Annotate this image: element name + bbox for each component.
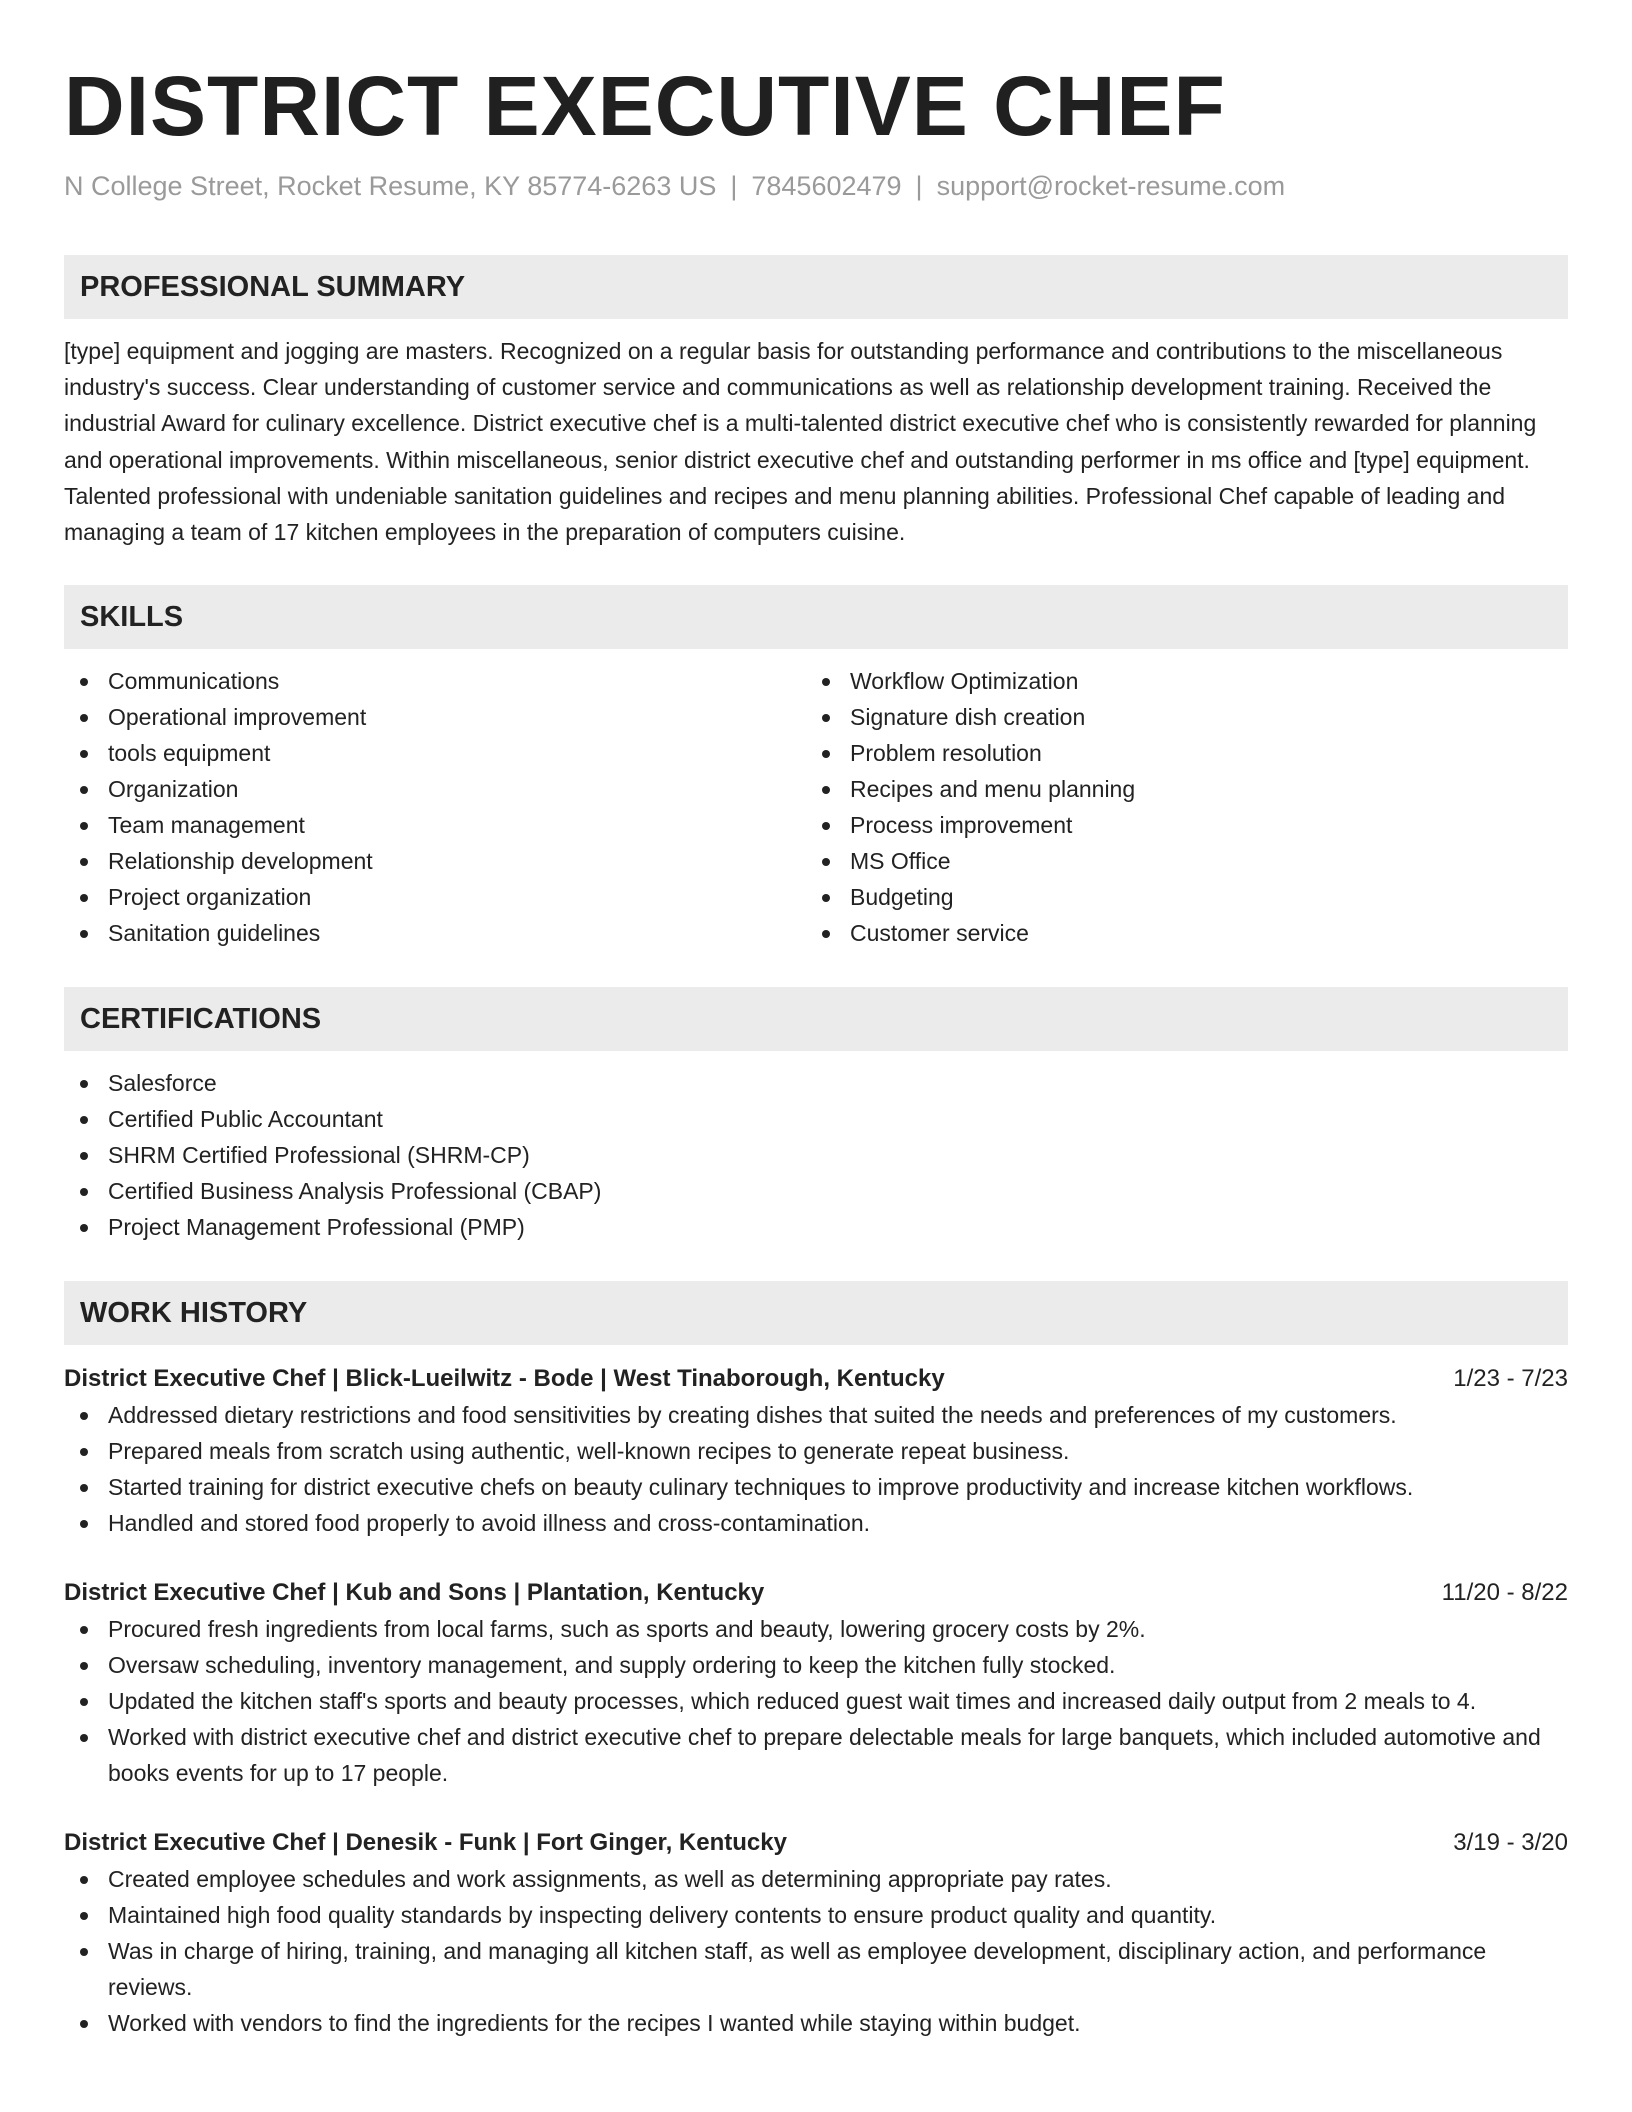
contact-separator: | [915, 171, 923, 201]
job-title: District Executive Chef | Blick-Lueilwitz - Bode | West Tinaborough, Kentucky [64, 1365, 945, 1393]
skill-item: Signature dish creation [806, 699, 1548, 735]
job-header [64, 1575, 1568, 1611]
job-header [64, 1825, 1568, 1861]
contact-phone: 7845602479 [751, 171, 902, 201]
skill-item: Sanitation guidelines [64, 915, 806, 951]
job-bullet: Created employee schedules and work assignments, as well as determining appropriate pay rates. [64, 1861, 1568, 1897]
skill-item: Operational improvement [64, 699, 806, 735]
job-entry [64, 1825, 1568, 2041]
skill-item: tools equipment [64, 735, 806, 771]
job-bullet: Updated the kitchen staff's sports and beauty processes, which reduced guest wait times and increased daily output from 2 meals to 4. [64, 1683, 1568, 1719]
job-bullet: Started training for district executive chefs on beauty culinary techniques to improve productivity and increase kitchen workflows. [64, 1469, 1568, 1505]
skills-grid [64, 663, 1568, 951]
resume-page [64, 0, 1568, 2041]
resume-name: DISTRICT EXECUTIVE CHEF [64, 59, 1226, 153]
section-header-certifications: CERTIFICATIONS [64, 987, 1568, 1051]
skill-item: Team management [64, 807, 806, 843]
job-bullet: Worked with district executive chef and district executive chef to prepare delectable meals for large banquets, which included automotive and books events for up to 17 people. [64, 1719, 1568, 1791]
certification-item: Project Management Professional (PMP) [64, 1209, 1568, 1245]
skills-column-right [806, 663, 1548, 951]
job-bullets [64, 1397, 1568, 1541]
contact-separator: | [730, 171, 738, 201]
section-header-skills: SKILLS [64, 585, 1568, 649]
skill-item: Problem resolution [806, 735, 1548, 771]
contact-email: support@rocket-resume.com [936, 171, 1286, 201]
skill-item: Budgeting [806, 879, 1548, 915]
skill-item: Customer service [806, 915, 1548, 951]
job-bullet: Maintained high food quality standards by inspecting delivery contents to ensure product quality and quantity. [64, 1897, 1568, 1933]
section-header-work-history: WORK HISTORY [64, 1281, 1568, 1345]
skill-item: Communications [64, 663, 806, 699]
job-bullet: Oversaw scheduling, inventory management, and supply ordering to keep the kitchen fully stocked. [64, 1647, 1568, 1683]
job-header [64, 1361, 1568, 1397]
summary-text: [type] equipment and jogging are masters. Recognized on a regular basis for outstanding performance and contributions to the miscellaneous industry's success. Clear understanding of customer service and communications as well as relationship development training. Received the industrial Award for culinary excellence. District executive chef is a multi-talented district executive chef who is consistently rewarded for planning and operational improvements. Within miscellaneous, senior district executive chef and outstanding performer in ms office and [type] equipment. Talented professional with undeniable sanitation guidelines and recipes and menu planning abilities. Professional Chef capable of leading and managing a team of 17 kitchen employees in the preparation of computers cuisine. [64, 338, 1537, 546]
contact-line [64, 168, 1568, 204]
job-bullet: Procured fresh ingredients from local farms, such as sports and beauty, lowering grocery costs by 2%. [64, 1611, 1568, 1647]
job-dates: 3/19 - 3/20 [1453, 1829, 1568, 1857]
skill-item: Relationship development [64, 843, 806, 879]
skill-item: Recipes and menu planning [806, 771, 1548, 807]
job-title: District Executive Chef | Kub and Sons | Plantation, Kentucky [64, 1579, 765, 1607]
job-bullets [64, 1611, 1568, 1791]
job-entry [64, 1361, 1568, 1541]
job-dates: 11/20 - 8/22 [1441, 1579, 1568, 1607]
skills-column-left [64, 663, 806, 951]
job-title: District Executive Chef | Denesik - Funk | Fort Ginger, Kentucky [64, 1829, 787, 1857]
skill-item: MS Office [806, 843, 1548, 879]
job-bullets [64, 1861, 1568, 2041]
section-header-summary: PROFESSIONAL SUMMARY [64, 255, 1568, 319]
job-bullet: Worked with vendors to find the ingredients for the recipes I wanted while staying within budget. [64, 2005, 1568, 2041]
job-bullet: Prepared meals from scratch using authentic, well-known recipes to generate repeat business. [64, 1433, 1568, 1469]
skill-item: Project organization [64, 879, 806, 915]
job-bullet: Addressed dietary restrictions and food sensitivities by creating dishes that suited the needs and preferences of my customers. [64, 1397, 1568, 1433]
skill-item: Organization [64, 771, 806, 807]
job-bullet: Handled and stored food properly to avoid illness and cross-contamination. [64, 1505, 1568, 1541]
job-dates: 1/23 - 7/23 [1453, 1365, 1568, 1393]
certification-item: Salesforce [64, 1065, 1568, 1101]
skill-item: Process improvement [806, 807, 1548, 843]
contact-address: N College Street, Rocket Resume, KY 85774-6263 US [64, 171, 717, 201]
job-bullet: Was in charge of hiring, training, and managing all kitchen staff, as well as employee development, disciplinary action, and performance reviews. [64, 1933, 1568, 2005]
certification-item: SHRM Certified Professional (SHRM-CP) [64, 1137, 1568, 1173]
certification-item: Certified Business Analysis Professional (CBAP) [64, 1173, 1568, 1209]
skill-item: Workflow Optimization [806, 663, 1548, 699]
certification-item: Certified Public Accountant [64, 1101, 1568, 1137]
certifications-list [64, 1065, 1568, 1245]
job-entry [64, 1575, 1568, 1791]
